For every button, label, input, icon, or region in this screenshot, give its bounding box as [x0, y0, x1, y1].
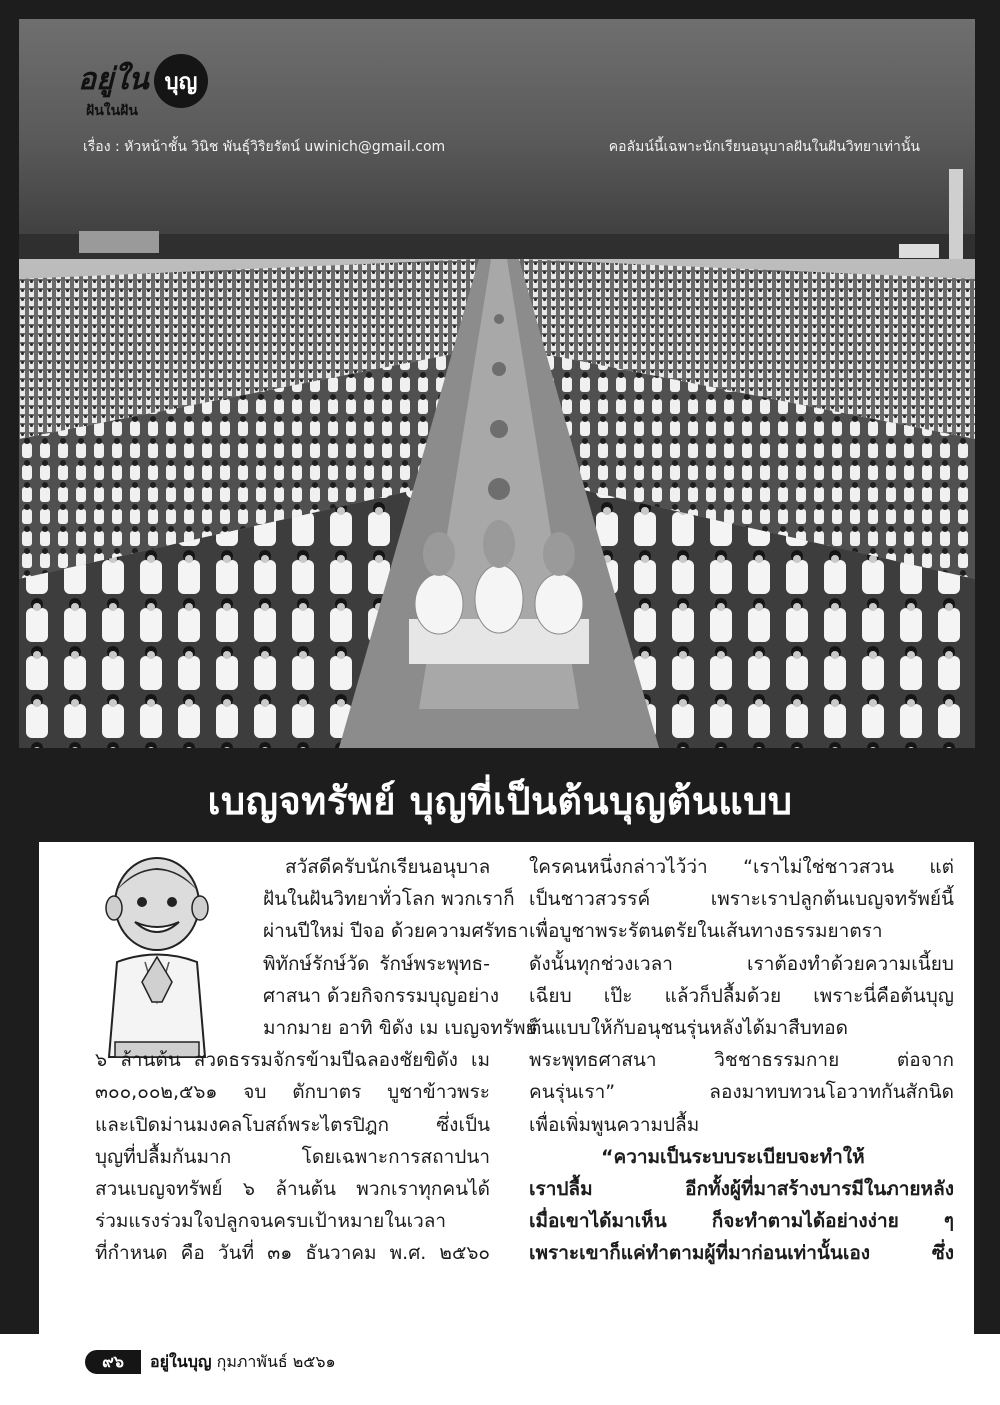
- paragraph-line: เพื่อบูชาพระรัตนตรัยในเส้นทางธรรมยาตรา: [529, 920, 883, 943]
- paragraph-line: พิทักษ์รักษ์วัด รักษ์พระพุทธ-: [263, 952, 490, 975]
- paragraph-line: บุญที่ปลื้มกันมาก โดยเฉพาะการสถาปนา: [95, 1145, 490, 1168]
- paragraph-line: และเปิดม่านมงคลโบสถ์พระไตรปิฎก ซึ่งเป็น: [95, 1113, 490, 1136]
- magazine-name: อยู่ในบุญ: [150, 1352, 212, 1371]
- logo-badge: บุญ: [154, 54, 208, 108]
- column-logo: [62, 50, 212, 120]
- ceremony-photo: [19, 19, 975, 748]
- paragraph-line: ใครคนหนึ่งกล่าวไว้ว่า “เราไม่ใช่ชาวสวน แต่: [529, 856, 954, 878]
- page-number: ๙๖: [85, 1350, 141, 1374]
- paragraph-line: มากมาย อาทิ ขิดัง เม เบญจทรัพย์: [263, 1016, 537, 1039]
- logo-word: อยู่ใน: [78, 62, 149, 97]
- paragraph-line: ดังนั้นทุกช่วงเวลา เราต้องทำด้วยความเนี้ยบ: [529, 952, 954, 975]
- paragraph-line: พระพุทธศาสนา วิชชาธรรมกาย ต่อจาก: [529, 1049, 954, 1072]
- paragraph-line: ที่กำหนด คือ วันที่ ๓๑ ธันวาคม พ.ศ. ๒๕๖๐: [95, 1242, 490, 1265]
- paragraph-line: ผ่านปีใหม่ ปีจอ ด้วยความศรัทธา: [263, 920, 529, 943]
- author-byline: เรื่อง : หัวหน้าชั้น วินิช พันธุ์วิริยรัตน์ uwinich@gmail.com: [83, 139, 446, 155]
- paragraph-line: สวัสดีครับนักเรียนอนุบาล: [285, 856, 491, 878]
- right-column: [529, 851, 954, 1269]
- footer-issue: [150, 1350, 336, 1374]
- paragraph-line: ต้นแบบให้กับอนุชนรุ่นหลังได้มาสืบทอด: [529, 1016, 849, 1039]
- paragraph-line: ๖ ล้านต้น สวดธรรมจักรข้ามปีฉลองชัยขิดัง เม: [95, 1049, 490, 1072]
- paragraph-line: ๓๐๐,๐๐๒,๕๖๑ จบ ตักบาตร บูชาข้าวพระ: [95, 1081, 490, 1104]
- paragraph-line: เฉียบ เป๊ะ แล้วก็ปลื้มด้วย เพราะนี่คือต้นบุญ: [529, 984, 954, 1007]
- crowd-photo-illustration: [19, 19, 975, 748]
- page-footer: [0, 1334, 1000, 1405]
- paragraph-line: คนรุ่นเรา” ลองมาทบทวนโอวาทกันสักนิด: [529, 1081, 954, 1104]
- quote-line: “ความเป็นระบบระเบียบจะทำให้: [601, 1145, 865, 1168]
- left-column: [95, 851, 537, 1269]
- column-note: คอลัมน์นี้เฉพาะนักเรียนอนุบาลฝันในฝันวิทยาเท่านั้น: [608, 139, 920, 155]
- paragraph-line: ร่วมแรงร่วมใจปลูกจนครบเป้าหมายในเวลา: [95, 1210, 447, 1233]
- article-body: [39, 842, 974, 1334]
- logo-subtitle: ฝันในฝัน: [86, 103, 138, 119]
- quote-line: เพราะเขาก็แค่ทำตามผู้ที่มาก่อนเท่านั้นเอง ซึ่ง: [529, 1242, 954, 1265]
- article-headline: เบญจทรัพย์ บุญที่เป็นต้นบุญต้นแบบ: [207, 779, 793, 823]
- issue-date: กุมภาพันธ์ ๒๕๖๑: [216, 1352, 336, 1371]
- paragraph-line: ฝันในฝันวิทยาทั่วโลก พวกเราก็: [263, 888, 515, 911]
- quote-line: เราปลื้ม อีกทั้งผู้ที่มาสร้างบารมีในภายหลัง: [529, 1177, 954, 1200]
- paragraph-line: สวนเบญจทรัพย์ ๖ ล้านต้น พวกเราทุกคนได้: [95, 1177, 490, 1200]
- paragraph-line: เป็นชาวสวรรค์ เพราะเราปลูกต้นเบญจทรัพย์นี้: [529, 888, 954, 911]
- quote-line: เมื่อเขาได้มาเห็น ก็จะทำตามได้อย่างง่าย ๆ: [529, 1210, 954, 1233]
- paragraph-line: ศาสนา ด้วยกิจกรรมบุญอย่าง: [263, 984, 499, 1007]
- paragraph-line: เพื่อเพิ่มพูนความปลื้ม: [529, 1113, 700, 1136]
